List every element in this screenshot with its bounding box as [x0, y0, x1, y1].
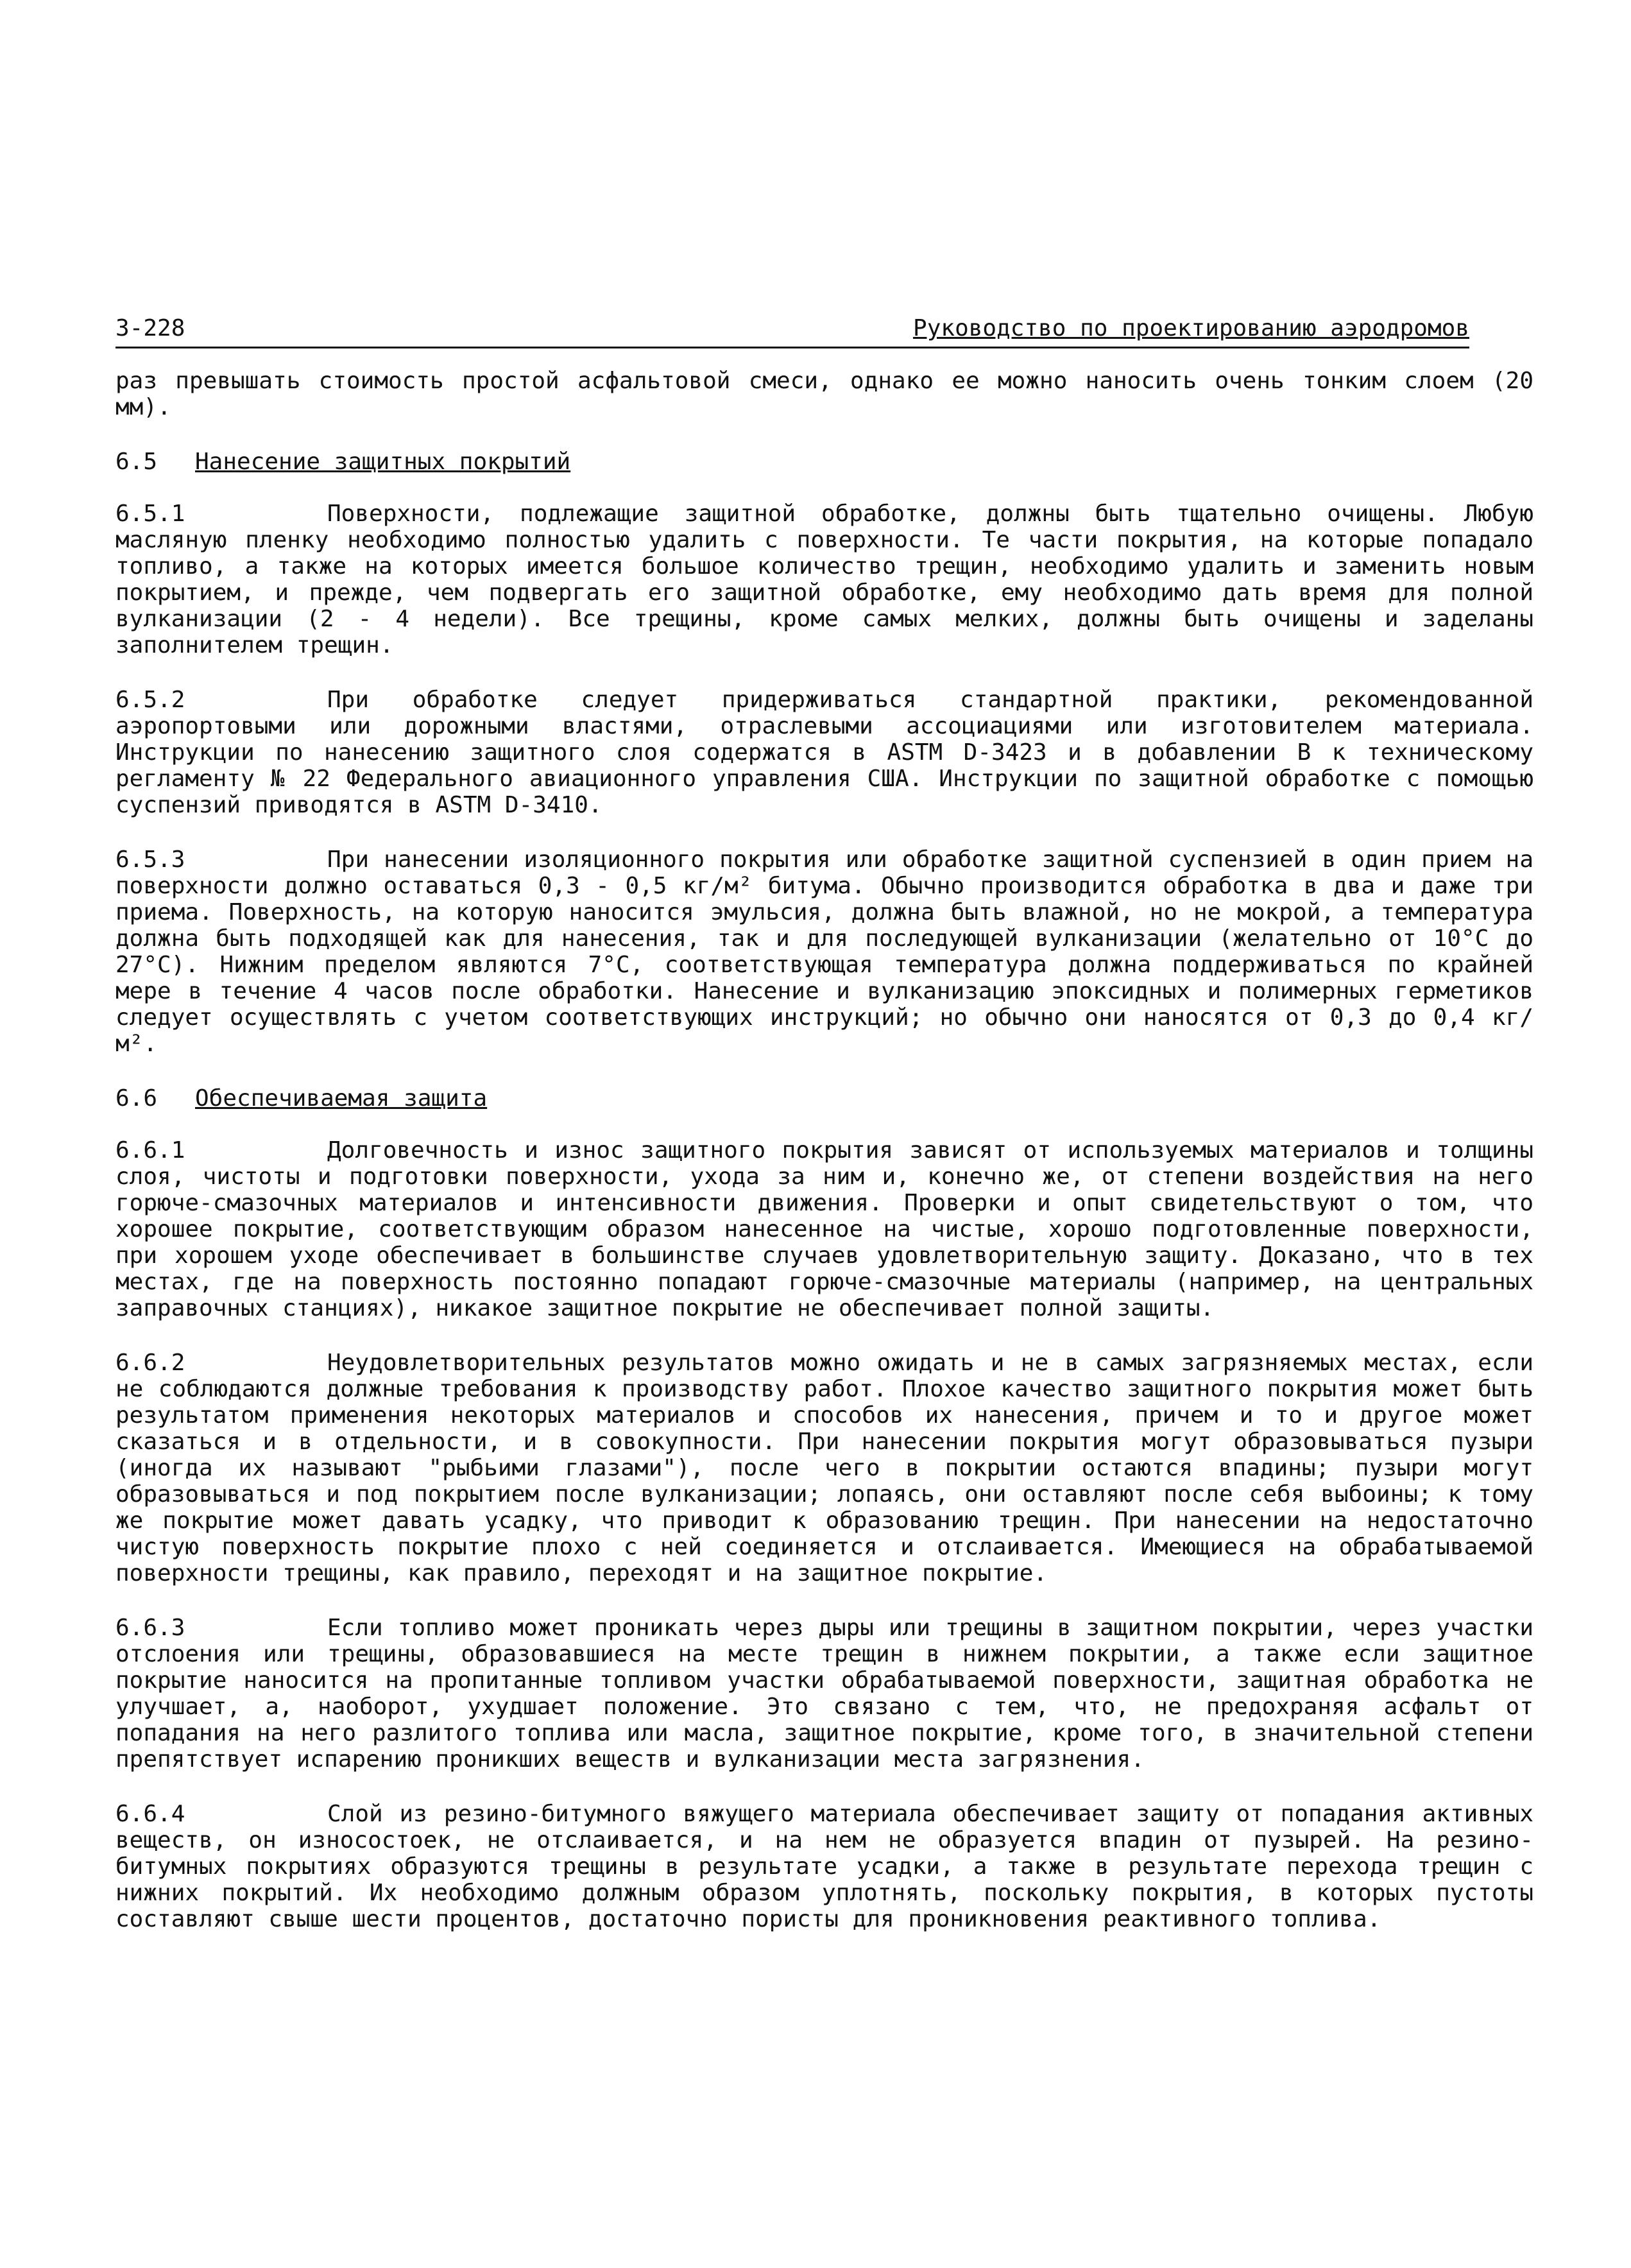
paragraph-number: 6.6.4 [115, 1801, 185, 1827]
paragraph-6-6-3 [115, 1615, 1533, 1773]
running-title: Руководство по проектированию аэродромов [913, 315, 1469, 341]
paragraph-text: Слой из резино-битумного вяжущего материала обеспечивает защиту от попадания активных веществ, он износостоек, не отслаивается, и на нем не образуется впадин от пузырей. На резино-битумных покрытиях образуются трещины в результате усадки, а также в результате перехода трещин с нижних покрытий. Их необходимо должным образом уплотнять, поскольку покрытия, в которых пустоты составляют свыше шести процентов, достаточно пористы для проникновения реактивного топлива. [115, 1801, 1533, 1932]
paragraph-text: Неудовлетворительных результатов можно ожидать и не в самых загрязняемых местах, если не соблюдаются должные требования к производству работ. Плохое качество защитного покрытия может быть результатом применения некоторых материалов и способов их нанесения, причем и то и другое может сказаться и в отдельности, и в совокупности. При нанесении покрытия могут образовываться пузыри (иногда их называют "рыбьими глазами"), после чего в покрытии остаются впадины; пузыри могут образовываться и под покрытием после вулканизации; лопаясь, они оставляют после себя выбоины; к тому же покрытие может давать усадку, что приводит к образованию трещин. При нанесении на недостаточно чистую поверхность покрытие плохо с ней соединяется и отслаивается. Имеющиеся на обрабатываемой поверхности трещины, как правило, переходят и на защитное покрытие. [115, 1350, 1533, 1586]
paragraph-text: Долговечность и износ защитного покрытия зависят от используемых материалов и толщины слоя, чистоты и подготовки поверхности, ухода за ним и, конечно же, от степени воздействия на него горюче-смазочных материалов и интенсивности движения. Проверки и опыт свидетельствуют о том, что хорошее покрытие, соответствующим образом нанесенное на чистые, хорошо подготовленные поверхности, при хорошем уходе обеспечивает в большинстве случаев удовлетворительную защиту. Доказано, что в тех местах, где на поверхность постоянно попадают горюче-смазочные материалы (например, на центральных заправочных станциях), никакое защитное покрытие не обеспечивает полной защиты. [115, 1137, 1533, 1321]
section-title: Обеспечиваемая защита [195, 1085, 488, 1112]
paragraph-number: 6.6.2 [115, 1350, 185, 1376]
paragraph-6-6-2 [115, 1350, 1533, 1586]
section-heading-6-5 [115, 449, 1533, 475]
paragraph-6-6-4 [115, 1801, 1533, 1932]
document-body [115, 368, 1533, 1961]
page-header [115, 311, 1469, 348]
paragraph-number: 6.5.2 [115, 687, 185, 713]
paragraph-number: 6.5.1 [115, 501, 185, 527]
paragraph-number: 6.6.3 [115, 1615, 185, 1641]
section-number: 6.6 [115, 1085, 158, 1112]
section-heading-6-6 [115, 1085, 1533, 1112]
paragraph-number: 6.5.3 [115, 846, 185, 873]
paragraph-text: При нанесении изоляционного покрытия или обработке защитной суспензией в один прием на поверхности должно оставаться 0,3 - 0,5 кг/м² битума. Обычно производится обработка в два и даже три приема. Поверхность, на которую наносится эмульсия, должна быть влажной, но не мокрой, а температура должна быть подходящей как для нанесения, так и для последующей вулканизации (желательно от 10°C до 27°C). Нижним пределом являются 7°C, соответствующая температура должна поддерживаться по крайней мере в течение 4 часов после обработки. Нанесение и вулканизацию эпоксидных и полимерных герметиков следует осуществлять с учетом соответствующих инструкций; но обычно они наносятся от 0,3 до 0,4 кг/м². [115, 846, 1533, 1057]
paragraph-6-5-2 [115, 687, 1533, 818]
paragraph-6-5-1 [115, 501, 1533, 658]
paragraph-6-6-1 [115, 1137, 1533, 1321]
paragraph-number: 6.6.1 [115, 1137, 185, 1164]
section-title: Нанесение защитных покрытий [195, 449, 571, 475]
paragraph-6-5-3 [115, 846, 1533, 1057]
paragraph-text: Поверхности, подлежащие защитной обработке, должны быть тщательно очищены. Любую масляную пленку необходимо полностью удалить с поверхности. Те части покрытия, на которые попадало топливо, а также на которых имеется большое количество трещин, необходимо удалить и заменить новым покрытием, и прежде, чем подвергать его защитной обработке, ему необходимо дать время для полной вулканизации (2 - 4 недели). Все трещины, кроме самых мелких, должны быть очищены и заделаны заполнителем трещин. [115, 501, 1533, 658]
intro-paragraph: раз превышать стоимость простой асфальтовой смеси, однако ее можно наносить очень тонким слоем (20 мм). [115, 368, 1533, 420]
paragraph-text: Если топливо может проникать через дыры или трещины в защитном покрытии, через участки отслоения или трещины, образовавшиеся на месте трещин в нижнем покрытии, а также если защитное покрытие наносится на пропитанные топливом участки обрабатываемой поверхности, защитная обработка не улучшает, а, наоборот, ухудшает положение. Это связано с тем, что, не предохраняя асфальт от попадания на него разлитого топлива или масла, защитное покрытие, кроме того, в значительной степени препятствует испарению проникших веществ и вулканизации места загрязнения. [115, 1615, 1533, 1773]
page-number: 3-228 [115, 315, 185, 341]
paragraph-text: При обработке следует придерживаться стандартной практики, рекомендованной аэропортовыми или дорожными властями, отраслевыми ассоциациями или изготовителем материала. Инструкции по нанесению защитного слоя содержатся в ASTM D-3423 и в добавлении B к техническому регламенту № 22 Федерального авиационного управления США. Инструкции по защитной обработке с помощью суспензий приводятся в ASTM D-3410. [115, 687, 1533, 818]
section-number: 6.5 [115, 449, 158, 475]
